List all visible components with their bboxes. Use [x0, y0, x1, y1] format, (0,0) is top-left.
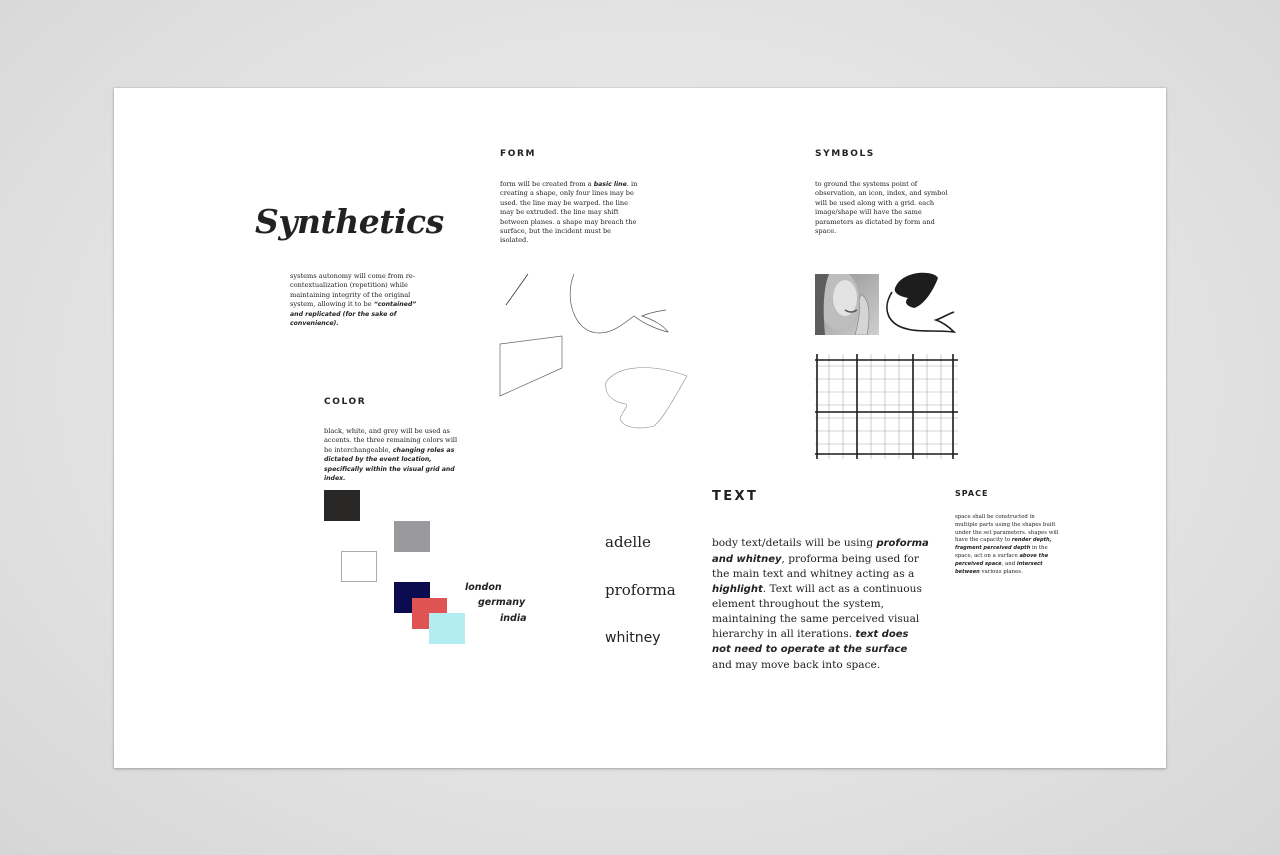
form-text-1: form will be created from a [500, 180, 594, 188]
space-text-1: space shall be constructed in multiple parts using the shapes built under the set parameters. shapes will have the capacity to [955, 514, 1059, 544]
location-india: india [500, 613, 527, 624]
text-body-1: body text/details will be using [712, 537, 877, 549]
intro-emphasis: “contained” and replicated (for the sake of convenience). [290, 301, 417, 328]
text-body-3: . Text will act as a continuous element throughout the system, maintaining the same perceived visual hierarchy in all iterations. [712, 582, 922, 640]
text-paragraph [712, 536, 930, 672]
color-paragraph [324, 427, 459, 483]
space-emphasis-1: render depth, fragment perceived depth [955, 537, 1052, 552]
index-shape [884, 272, 958, 336]
location-london: london [465, 582, 502, 593]
form-warped-line [570, 274, 668, 333]
form-heading: FORM [500, 149, 537, 159]
space-text-3: , and [1001, 560, 1017, 567]
swatch-cyan [429, 613, 465, 644]
swatch-grey [394, 521, 430, 552]
text-body-4: and may move back into space. [712, 658, 881, 671]
form-text-2: . in creating a shape, only four lines may be used. the line may be warped. the line may be extruded. the line may shift between planes. a shape may breach the surface, but the incident must be isolated. [500, 180, 638, 245]
swatch-white [341, 551, 377, 582]
color-heading: COLOR [324, 397, 367, 407]
color-emphasis: changing roles as dictated by the event location, specifically within the visual grid and index. [324, 446, 455, 483]
symbols-heading: SYMBOLS [815, 149, 875, 159]
poster-sheet [114, 88, 1166, 768]
symbols-paragraph: to ground the systems point of observation, an icon, index, and symbol will be used along with a grid. each image/shape will have the same parameters as dictated by form and space. [815, 180, 948, 236]
icon-photo-woman [815, 274, 879, 335]
text-heading: TEXT [712, 489, 759, 504]
form-basic-line [506, 274, 528, 305]
text-emphasis-2: highlight [712, 583, 763, 595]
font-sample-whitney: whitney [605, 630, 661, 646]
poster-title: Synthetics [255, 202, 444, 241]
font-sample-adelle: adelle [605, 533, 651, 551]
color-text: black, white, and grey will be used as accents. the three remaining colors will be interchangeable, [324, 427, 458, 454]
text-body-2: , proforma being used for the main text and whitney acting as a [712, 552, 920, 581]
space-emphasis-3: intersect between [955, 560, 1043, 575]
intro-text: systems autonomy will come from re-contextualization (repetition) while maintaining integrity of the original system, allowing it to be [290, 272, 416, 309]
form-extruded-shape [500, 336, 562, 396]
swatch-black [324, 490, 360, 521]
intro-paragraph [290, 272, 425, 328]
form-line-drawings [494, 268, 694, 433]
space-text-4: various planes. [979, 568, 1023, 575]
space-paragraph [955, 514, 1059, 576]
text-emphasis-1: proforma and whitney [712, 538, 929, 565]
text-emphasis-3: text does not need to operate at the surface [712, 628, 909, 656]
form-paragraph [500, 180, 640, 246]
space-heading: SPACE [955, 489, 989, 498]
location-germany: germany [478, 597, 526, 608]
form-emphasis: basic line [593, 181, 627, 188]
symbol-grid [815, 354, 958, 459]
space-text-2: in the space, act on a surface [955, 545, 1048, 559]
form-breach-shape [606, 368, 687, 428]
space-emphasis-2: above the perceived space [955, 552, 1049, 567]
font-sample-proforma: proforma [605, 581, 676, 599]
